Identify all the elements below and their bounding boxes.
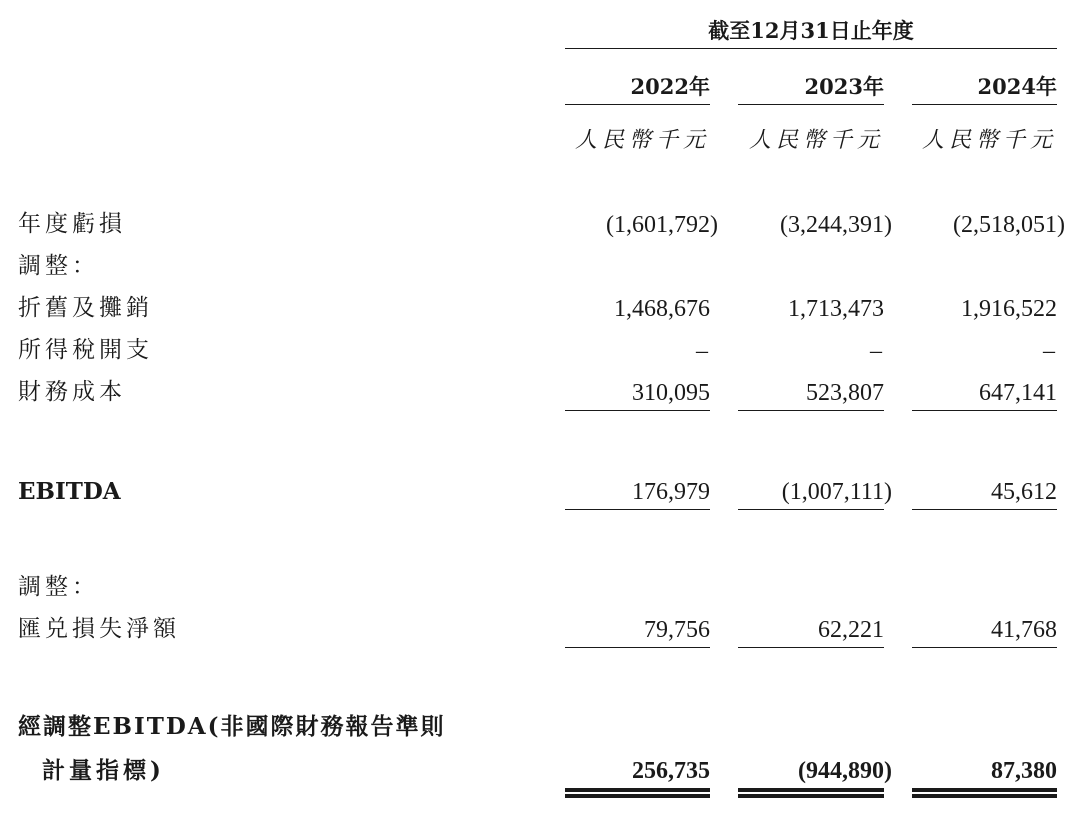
total-double-rule-2024 — [912, 788, 1057, 798]
cell-fx-2023: 62,221 — [818, 617, 884, 643]
cell-adjusted-2024: 87,380 — [991, 758, 1057, 784]
cell-ebitda-2023: (1,007,111) — [781, 479, 892, 505]
row-label-finance-costs: 財務成本 — [18, 379, 126, 405]
subtotal-rule-2022 — [565, 410, 710, 411]
row-label-adjusted-ebitda-line2: 計量指標) — [42, 757, 165, 784]
subtotal-rule-2024 — [912, 410, 1057, 411]
row-label-ebitda: EBITDA — [18, 478, 121, 505]
ebitda-rule-2022 — [565, 509, 710, 510]
cell-finance-2022: 310,095 — [632, 380, 710, 406]
total-double-rule-2022 — [565, 788, 710, 798]
year-2023-header: 2023年 — [804, 74, 884, 99]
year-2022-header: 2022年 — [630, 74, 710, 99]
row-label-adjustments-2: 調整： — [18, 574, 99, 600]
cell-ebitda-2022: 176,979 — [632, 479, 710, 505]
period-header: 截至12月31日止年度 — [708, 18, 914, 43]
row-label-adjustments: 調整： — [18, 253, 99, 279]
fx-rule-2024 — [912, 647, 1057, 648]
cell-depreciation-2022: 1,468,676 — [614, 296, 710, 322]
unit-2024: 人民幣千元 — [921, 128, 1057, 153]
cell-fx-2024: 41,768 — [991, 617, 1057, 643]
cell-tax-2022: – — [696, 338, 708, 364]
unit-2023: 人民幣千元 — [748, 128, 884, 153]
cell-loss-2022: (1,601,792) — [606, 212, 718, 238]
row-label-loss: 年度虧損 — [18, 211, 126, 237]
cell-depreciation-2024: 1,916,522 — [961, 296, 1057, 322]
row-label-depreciation: 折舊及攤銷 — [18, 295, 153, 321]
year-2022-underline — [565, 104, 710, 105]
cell-finance-2023: 523,807 — [806, 380, 884, 406]
row-label-adjusted-ebitda: 經調整EBITDA(非國際財務報告準則 — [18, 713, 446, 740]
subtotal-rule-2023 — [738, 410, 884, 411]
ebitda-rule-2024 — [912, 509, 1057, 510]
ebitda-rule-2023 — [738, 509, 884, 510]
cell-adjusted-2022: 256,735 — [632, 758, 710, 784]
cell-loss-2023: (3,244,391) — [780, 212, 892, 238]
year-2024-underline — [912, 104, 1057, 105]
cell-tax-2024: – — [1043, 338, 1055, 364]
year-2024-header: 2024年 — [977, 74, 1057, 99]
total-double-rule-2023 — [738, 788, 884, 798]
cell-finance-2024: 647,141 — [979, 380, 1057, 406]
cell-adjusted-2023: (944,890) — [798, 758, 892, 784]
cell-depreciation-2023: 1,713,473 — [788, 296, 884, 322]
fx-rule-2023 — [738, 647, 884, 648]
cell-tax-2023: – — [870, 338, 882, 364]
year-2023-underline — [738, 104, 884, 105]
cell-ebitda-2024: 45,612 — [991, 479, 1057, 505]
row-label-tax: 所得稅開支 — [18, 337, 153, 363]
period-underline — [565, 48, 1057, 49]
unit-2022: 人民幣千元 — [574, 128, 710, 153]
cell-loss-2024: (2,518,051) — [953, 212, 1065, 238]
cell-fx-2022: 79,756 — [644, 617, 710, 643]
fx-rule-2022 — [565, 647, 710, 648]
row-label-fx-loss: 匯兑損失淨額 — [18, 616, 180, 642]
